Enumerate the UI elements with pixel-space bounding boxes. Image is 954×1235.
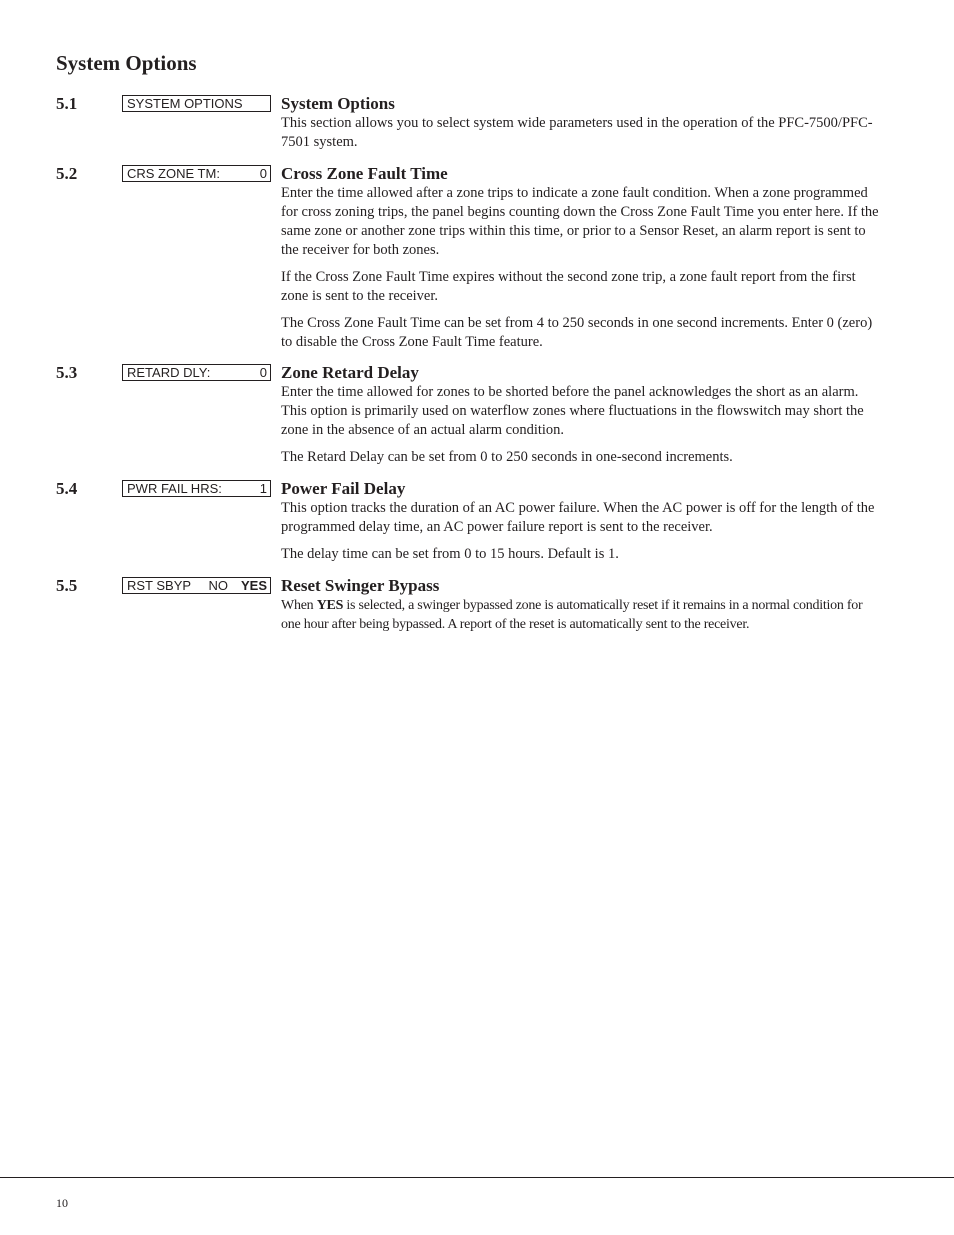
section-heading: Zone Retard Delay [281, 363, 419, 382]
lcd-display [122, 165, 271, 182]
section-number: 5.1 [56, 94, 78, 113]
section-paragraph: The delay time can be set from 0 to 15 hours. Default is 1. [281, 546, 619, 562]
section-paragraph: The Retard Delay can be set from 0 to 250 seconds in one-second increments. [281, 449, 733, 465]
section-paragraph: Enter the time allowed for zones to be shorted before the panel acknowledges the short as an alarm. This option is primarily used on waterflow zones where fluctuations in the flowswitch may short the zone in the absence of an actual alarm condition. [281, 384, 864, 438]
lcd-display [122, 577, 271, 594]
section-heading: Reset Swinger Bypass [281, 576, 440, 595]
lcd-option-no: NO [208, 578, 228, 593]
section-heading: System Options [281, 94, 395, 113]
para-text: When [281, 598, 317, 613]
section-paragraph: Enter the time allowed after a zone trips to indicate a zone fault condition. When a zone programmed for cross zoning trips, the panel begins counting down the Cross Zone Fault Time you enter here. If the same zone or another zone trips within this time, or prior to a Sensor Reset, an alarm report is sent to the receiver for both zones. [281, 185, 879, 258]
lcd-label: CRS ZONE TM: [127, 166, 220, 181]
lcd-label: RST SBYP [127, 578, 192, 593]
section-paragraph: This option tracks the duration of an AC power failure. When the AC power is off for the length of the programmed delay time, an AC power failure report is sent to the receiver. [281, 500, 875, 535]
lcd-value: 0 [259, 365, 267, 380]
lcd-display [122, 95, 271, 112]
para-emphasis: YES [316, 598, 344, 613]
section-paragraph: If the Cross Zone Fault Time expires without the second zone trip, a zone fault report from the first zone is sent to the receiver. [281, 269, 856, 304]
lcd-label: PWR FAIL HRS: [127, 481, 222, 496]
section-paragraph: This section allows you to select system wide parameters used in the operation of the PFC-7500/PFC-7501 system. [281, 115, 873, 150]
para-text: is selected, a swinger bypassed zone is automatically reset if it remains in a normal condition for one hour after being bypassed. A report of the reset is automatically sent to the receiver. [281, 598, 863, 632]
section-heading: Power Fail Delay [281, 479, 406, 498]
lcd-display [122, 364, 271, 381]
lcd-option-yes: YES [240, 578, 267, 593]
lcd-options [198, 578, 267, 593]
section-number: 5.2 [56, 164, 78, 183]
section-paragraph [281, 596, 881, 634]
lcd-value: 0 [259, 166, 267, 181]
section-number: 5.4 [56, 479, 78, 498]
section-heading: Cross Zone Fault Time [281, 164, 448, 183]
section-number: 5.5 [56, 576, 78, 595]
section-paragraph: The Cross Zone Fault Time can be set from 4 to 250 seconds in one second increments. Enter 0 (zero) to disable the Cross Zone Fault Time feature. [281, 315, 873, 350]
lcd-display [122, 480, 271, 497]
lcd-value: 1 [259, 481, 267, 496]
page-number: 10 [56, 1196, 68, 1210]
page-title: System Options [56, 51, 197, 75]
lcd-label: RETARD DLY: [127, 365, 211, 380]
footer-rule [0, 1177, 954, 1178]
lcd-label: SYSTEM OPTIONS [127, 96, 243, 111]
section-number: 5.3 [56, 363, 78, 382]
